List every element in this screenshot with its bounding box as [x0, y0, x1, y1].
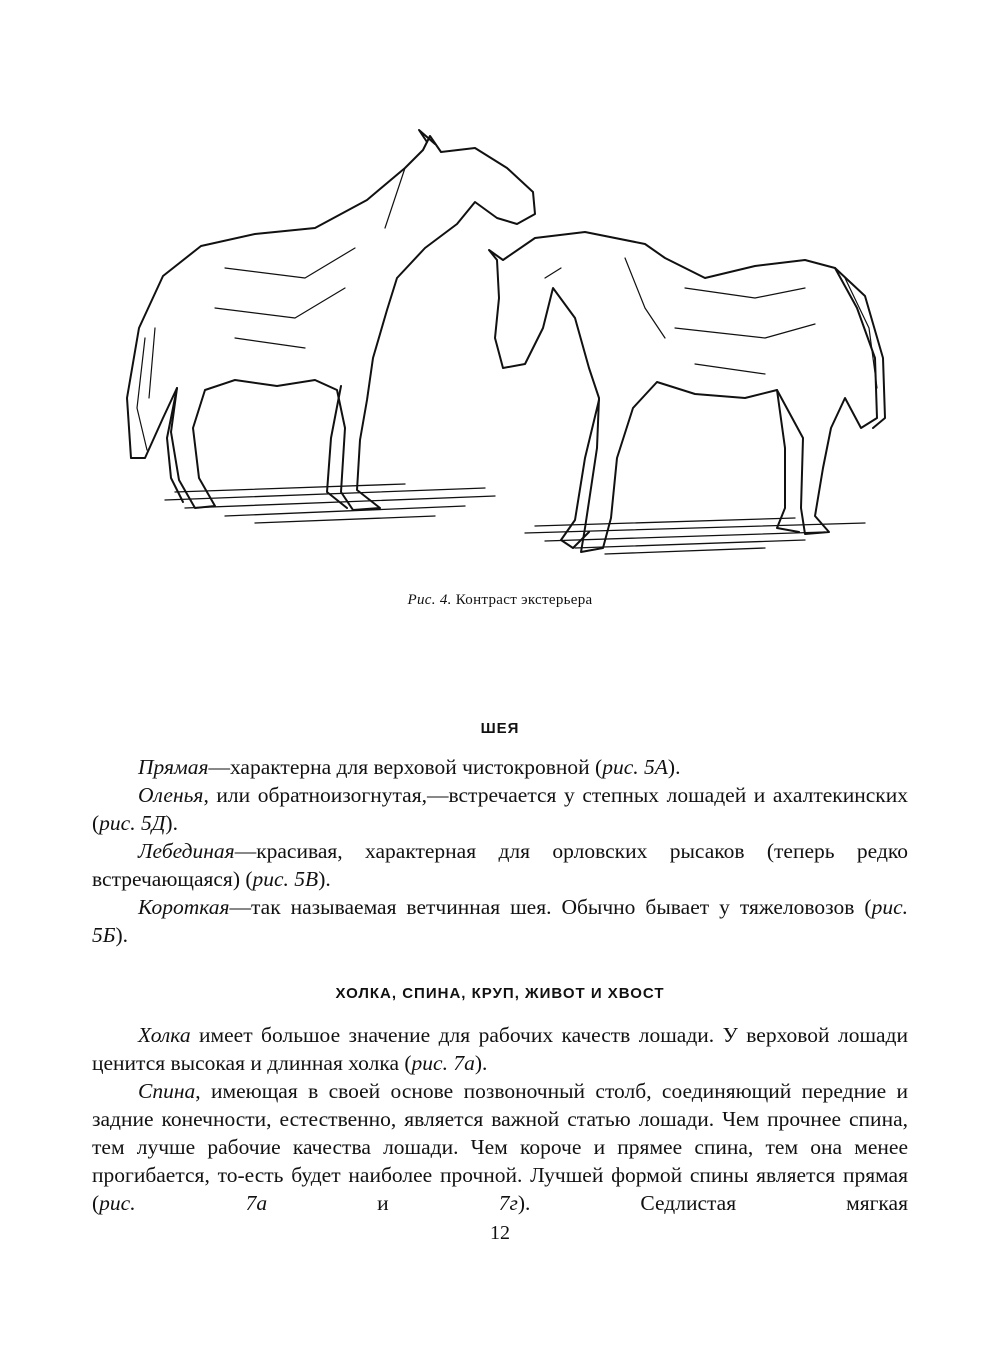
- paragraph-text: —характерна для верховой чистокровной (: [208, 755, 603, 779]
- section-withers-text: [92, 1021, 908, 1217]
- term: Прямая: [138, 755, 209, 779]
- paragraph-end: ).: [318, 867, 331, 891]
- paragraph-short-neck: [92, 893, 908, 949]
- term: Холка: [138, 1023, 191, 1047]
- paragraph-end: ).: [115, 923, 128, 947]
- term: Лебединая: [138, 839, 235, 863]
- figure-caption: [0, 592, 1000, 609]
- section-heading-neck: ШЕЯ: [480, 720, 520, 737]
- paragraph-text: , имеющая в своей основе позвоночный столб, соединяющий передние и задние конечности, естественно, является важной статью лошади. Чем прочнее спина, тем лучше рабочие качества лошади. Чем короче и прямее спина, тем она менее прогибается, то-есть будет наиболее прочной. Лучшей формой спины является прямая (: [92, 1079, 908, 1215]
- paragraph-withers: [92, 1021, 908, 1077]
- paragraph-text: , или обратноизогнутая,—встречается у степных лошадей и ахалтекинских (: [92, 783, 908, 835]
- paragraph-deer-neck: [92, 781, 908, 837]
- figure-ref: 7г: [498, 1191, 518, 1215]
- term: Короткая: [138, 895, 230, 919]
- section-heading-withers: ХОЛКА, СПИНА, КРУП, ЖИВОТ И ХВОСТ: [335, 985, 665, 1002]
- figure-caption-label: Рис. 4.: [407, 592, 452, 608]
- paragraph-swan-neck: [92, 837, 908, 893]
- paragraph-end: ). Седлистая мягкая: [517, 1191, 908, 1215]
- term: Спина: [138, 1079, 196, 1103]
- paragraph-text: имеет большое значение для рабочих качеств лошади. У верховой лошади ценится высокая и длинная холка (: [92, 1023, 908, 1075]
- paragraph-end: ).: [667, 755, 681, 779]
- term: Оленья: [138, 783, 204, 807]
- paragraph-end: ).: [474, 1051, 488, 1075]
- figure-ref: рис. 7а: [99, 1191, 268, 1215]
- paragraph-straight-neck: [92, 753, 908, 781]
- paragraph-end: ).: [165, 811, 178, 835]
- page-number: 12: [490, 1222, 510, 1244]
- horse-illustration: [105, 128, 895, 568]
- figure-ref: рис. 5Б: [92, 895, 908, 947]
- figure-ref: рис. 5А: [602, 755, 668, 779]
- paragraph-text: —так называемая ветчинная шея. Обычно бывает у тяжеловозов (: [229, 895, 872, 919]
- figure-ref: рис. 5В: [252, 867, 319, 891]
- paragraph-text: —красивая, характерная для орловских рысаков (теперь редко встречающаяся) (: [92, 839, 908, 891]
- horses-drawing: [105, 128, 895, 568]
- paragraph-mid: и: [267, 1191, 499, 1215]
- plump-horse: [489, 232, 885, 552]
- section-neck-text: [92, 753, 908, 949]
- figure-ref: рис. 7а: [411, 1051, 475, 1075]
- figure-ref: рис. 5Д: [99, 811, 166, 835]
- paragraph-back: [92, 1077, 908, 1217]
- figure-caption-text: Контраст экстерьера: [455, 592, 593, 608]
- ground-shadow-right: [525, 518, 865, 554]
- thin-horse: [127, 130, 535, 510]
